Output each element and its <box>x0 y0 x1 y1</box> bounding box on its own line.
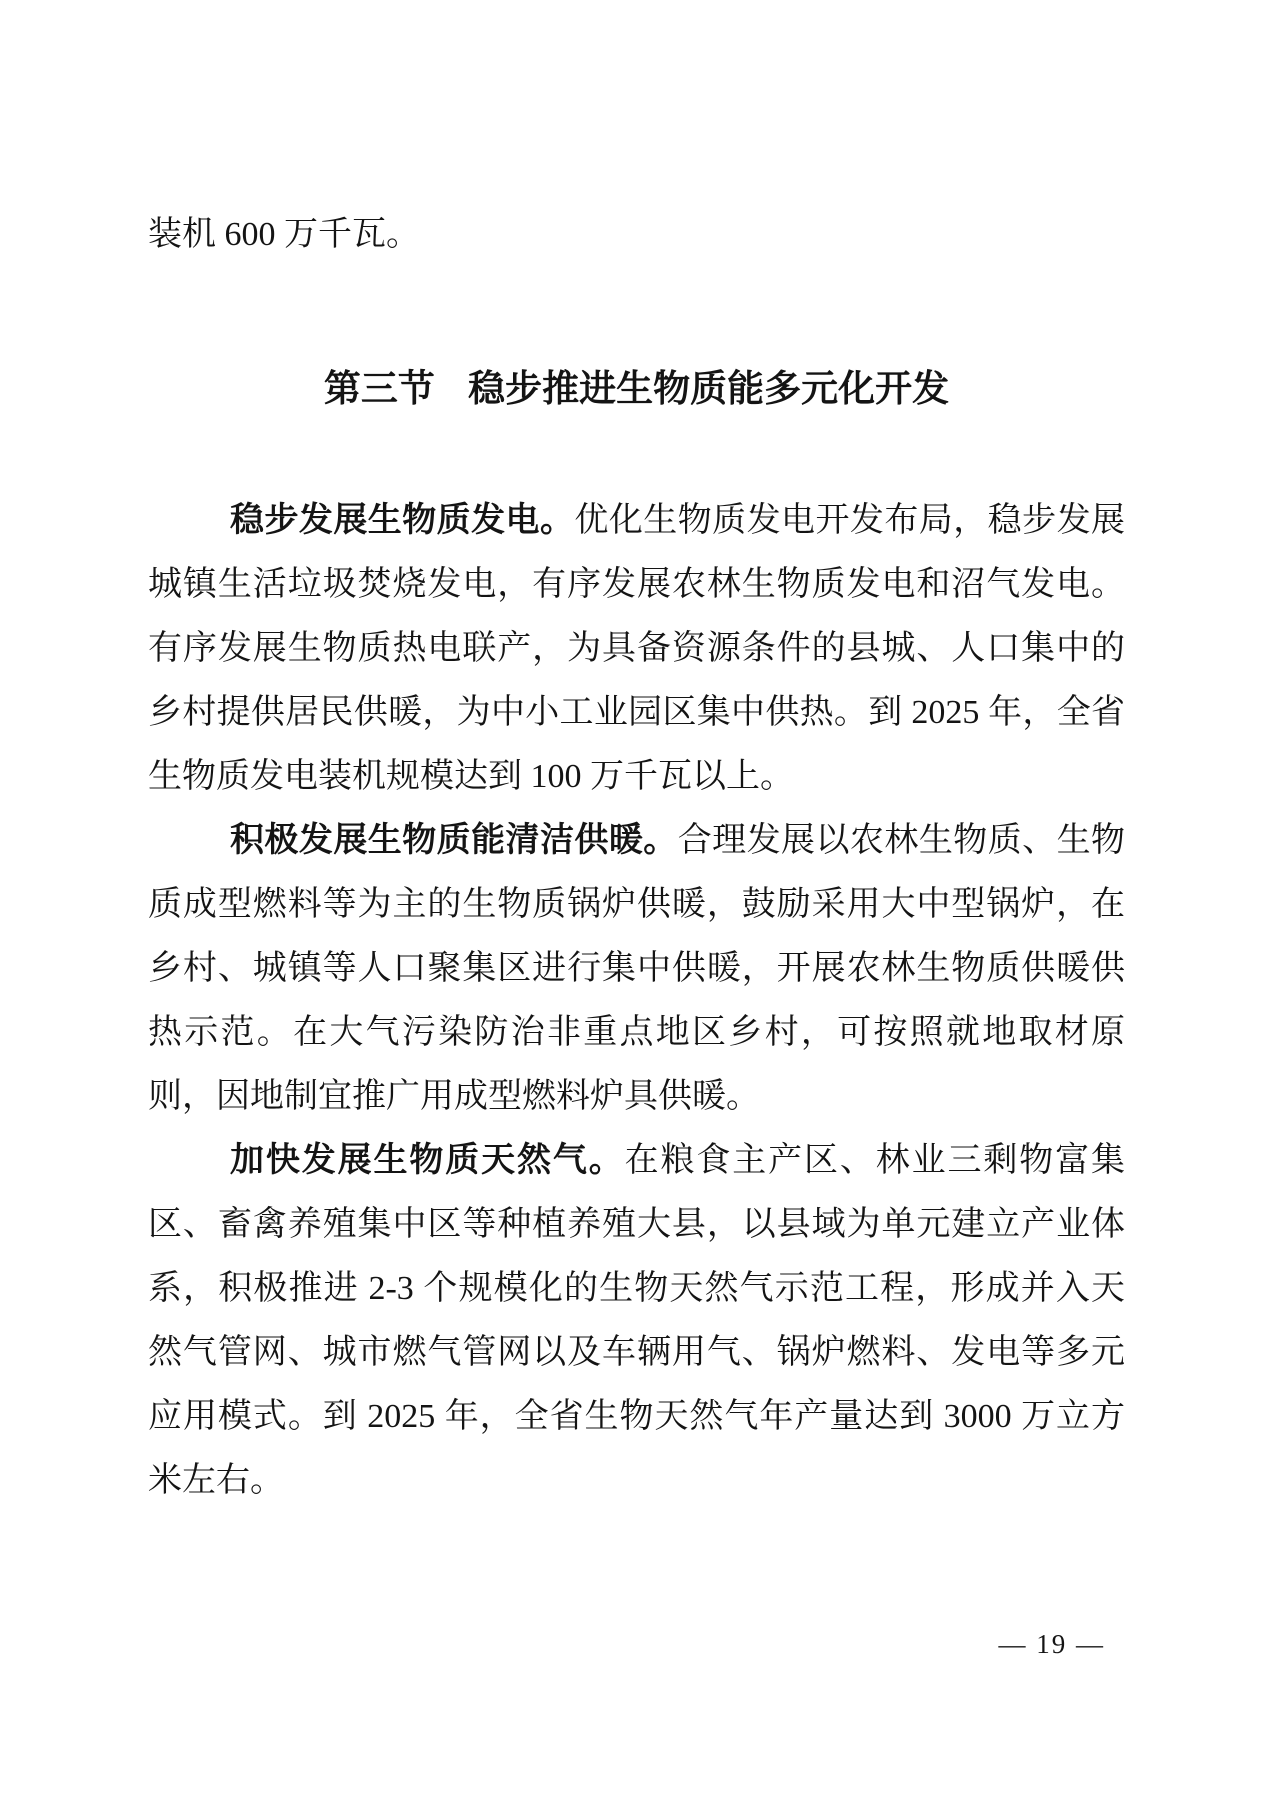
paragraph-body: 在粮食主产区、林业三剩物富集区、畜禽养殖集中区等种植养殖大县，以县域为单元建立产业体系，积极推进 2-3 个规模化的生物天然气示范工程，形成并入天然气管网、城市燃气管网以及车辆用气、锅炉燃料、发电等多元应用模式。到 2025 年，全省生物天然气年产量达到 3000 万立方米左右。 <box>148 1142 1125 1499</box>
page-number: — 19 — <box>998 1629 1105 1659</box>
body-text <box>148 489 1125 1513</box>
paragraph-lead: 积极发展生物质能清洁供暖。 <box>230 822 678 859</box>
section-heading-title: 稳步推进生物质能多元化开发 <box>468 369 950 410</box>
paragraph-biomass-power <box>148 489 1125 809</box>
paragraph-biomass-gas <box>148 1129 1125 1513</box>
section-heading-label: 第三节 <box>323 369 435 410</box>
section-heading <box>148 358 1125 422</box>
paragraph-lead: 加快发展生物质天然气。 <box>230 1142 625 1179</box>
page-content <box>148 203 1125 1513</box>
paragraph-lead: 稳步发展生物质发电。 <box>230 502 575 539</box>
continuation-line: 装机 600 万千瓦。 <box>148 216 420 253</box>
paragraph-body: 合理发展以农林生物质、生物质成型燃料等为主的生物质锅炉供暖，鼓励采用大中型锅炉，在乡村、城镇等人口聚集区进行集中供暖，开展农林生物质供暖供热示范。在大气污染防治非重点地区乡村，可按照就地取材原则，因地制宜推广用成型燃料炉具供暖。 <box>148 822 1126 1115</box>
paragraph-biomass-heating <box>148 809 1125 1129</box>
paragraph-body: 优化生物质发电开发布局，稳步发展城镇生活垃圾焚烧发电，有序发展农林生物质发电和沼气发电。有序发展生物质热电联产，为具备资源条件的县城、人口集中的乡村提供居民供暖，为中小工业园区集中供热。到 2025 年，全省生物质发电装机规模达到 100 万千瓦以上。 <box>148 502 1126 795</box>
